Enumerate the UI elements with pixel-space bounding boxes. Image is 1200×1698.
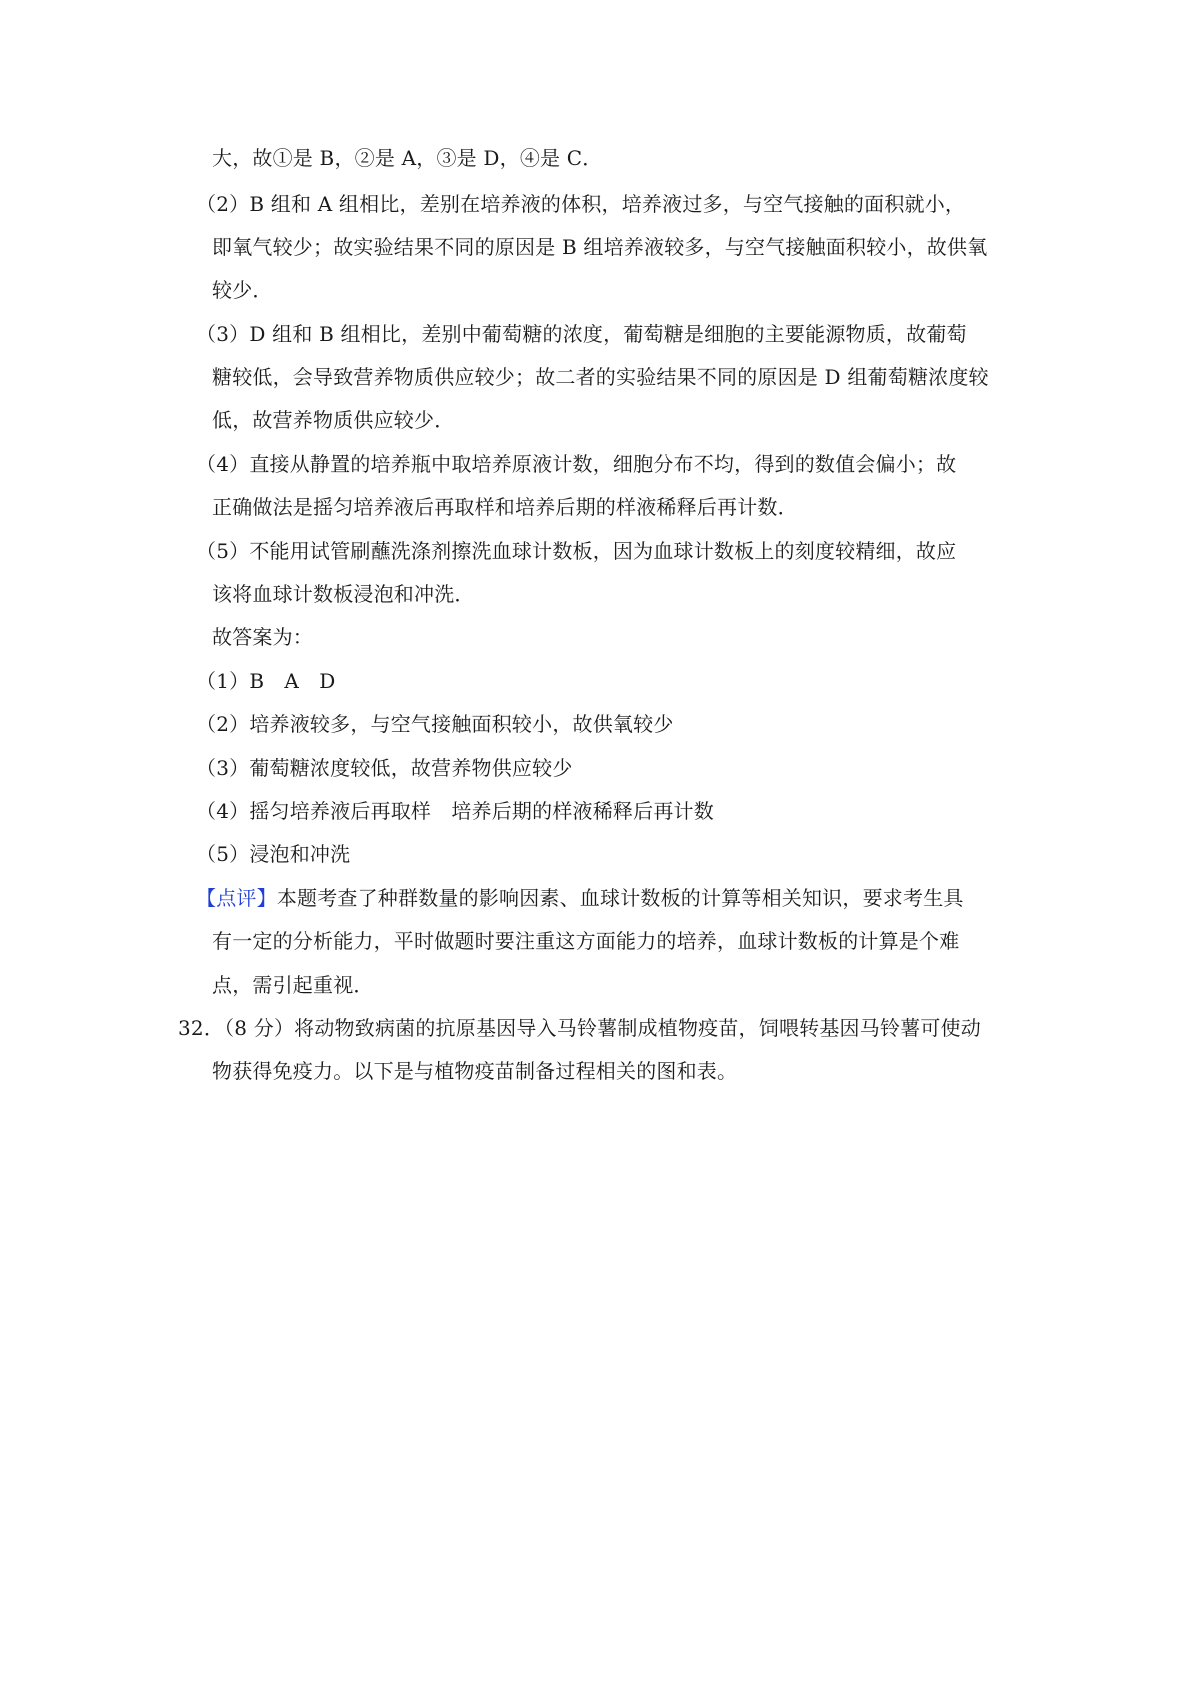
answer-item-4: （4）摇匀培养液后再取样 培养后期的样液稀释后再计数: [196, 799, 714, 823]
answer-item-3: （3）葡萄糖浓度较低，故营养物供应较少: [196, 756, 573, 780]
question-32-line-1: [178, 1014, 981, 1042]
comment-text-1: 本题考查了种群数量的影响因素、血球计数板的计算等相关知识，要求考生具: [276, 886, 964, 910]
question-number: 32．: [178, 1016, 225, 1040]
answer-item-5: （5）浸泡和冲洗: [196, 842, 351, 866]
answer-line-11: 该将血球计数板浸泡和冲洗．: [212, 582, 475, 606]
comment-tag: 【点评】: [196, 886, 277, 910]
answer-line-7: 低，故营养物质供应较少．: [212, 408, 455, 432]
answer-line-3: 即氧气较少；故实验结果不同的原因是 B 组培养液较多，与空气接触面积较小，故供氧: [212, 235, 988, 259]
answer-line-10: （5）不能用试管刷蘸洗涤剂擦洗血球计数板，因为血球计数板上的刻度较精细，故应: [196, 539, 957, 563]
comment-line-3: 点，需引起重视．: [212, 973, 374, 997]
question-text-1: （8 分）将动物致病菌的抗原基因导入马铃薯制成植物疫苗，饲喂转基因马铃薯可使动: [224, 1016, 981, 1040]
comment-line-2: 有一定的分析能力，平时做题时要注重这方面能力的培养，血球计数板的计算是个难: [212, 929, 960, 953]
answer-line-8: （4）直接从静置的培养瓶中取培养原液计数，细胞分布不均，得到的数值会偏小；故: [196, 452, 957, 476]
answer-line-4: 较少．: [212, 278, 273, 302]
answer-line-9: 正确做法是摇匀培养液后再取样和培养后期的样液稀释后再计数．: [212, 495, 798, 519]
answer-line-5: （3）D 组和 B 组相比，差别中葡萄糖的浓度，葡萄糖是细胞的主要能源物质，故葡萄: [196, 322, 967, 346]
answer-line-1: 大，故①是 B，②是 A，③是 D，④是 C．: [212, 146, 603, 170]
answer-line-2: （2）B 组和 A 组相比，差别在培养液的体积，培养液过多，与空气接触的面积就小，: [196, 192, 966, 216]
question-32-line-2: 物获得免疫力。以下是与植物疫苗制备过程相关的图和表。: [212, 1059, 738, 1083]
answer-item-2: （2）培养液较多，与空气接触面积较小，故供氧较少: [196, 712, 674, 736]
answer-line-6: 糖较低，会导致营养物质供应较少；故二者的实验结果不同的原因是 D 组葡萄糖浓度较: [212, 365, 989, 389]
answer-heading: 故答案为：: [212, 625, 313, 649]
comment-line-1: [196, 884, 964, 912]
answer-item-1: （1）B A D: [196, 669, 336, 693]
